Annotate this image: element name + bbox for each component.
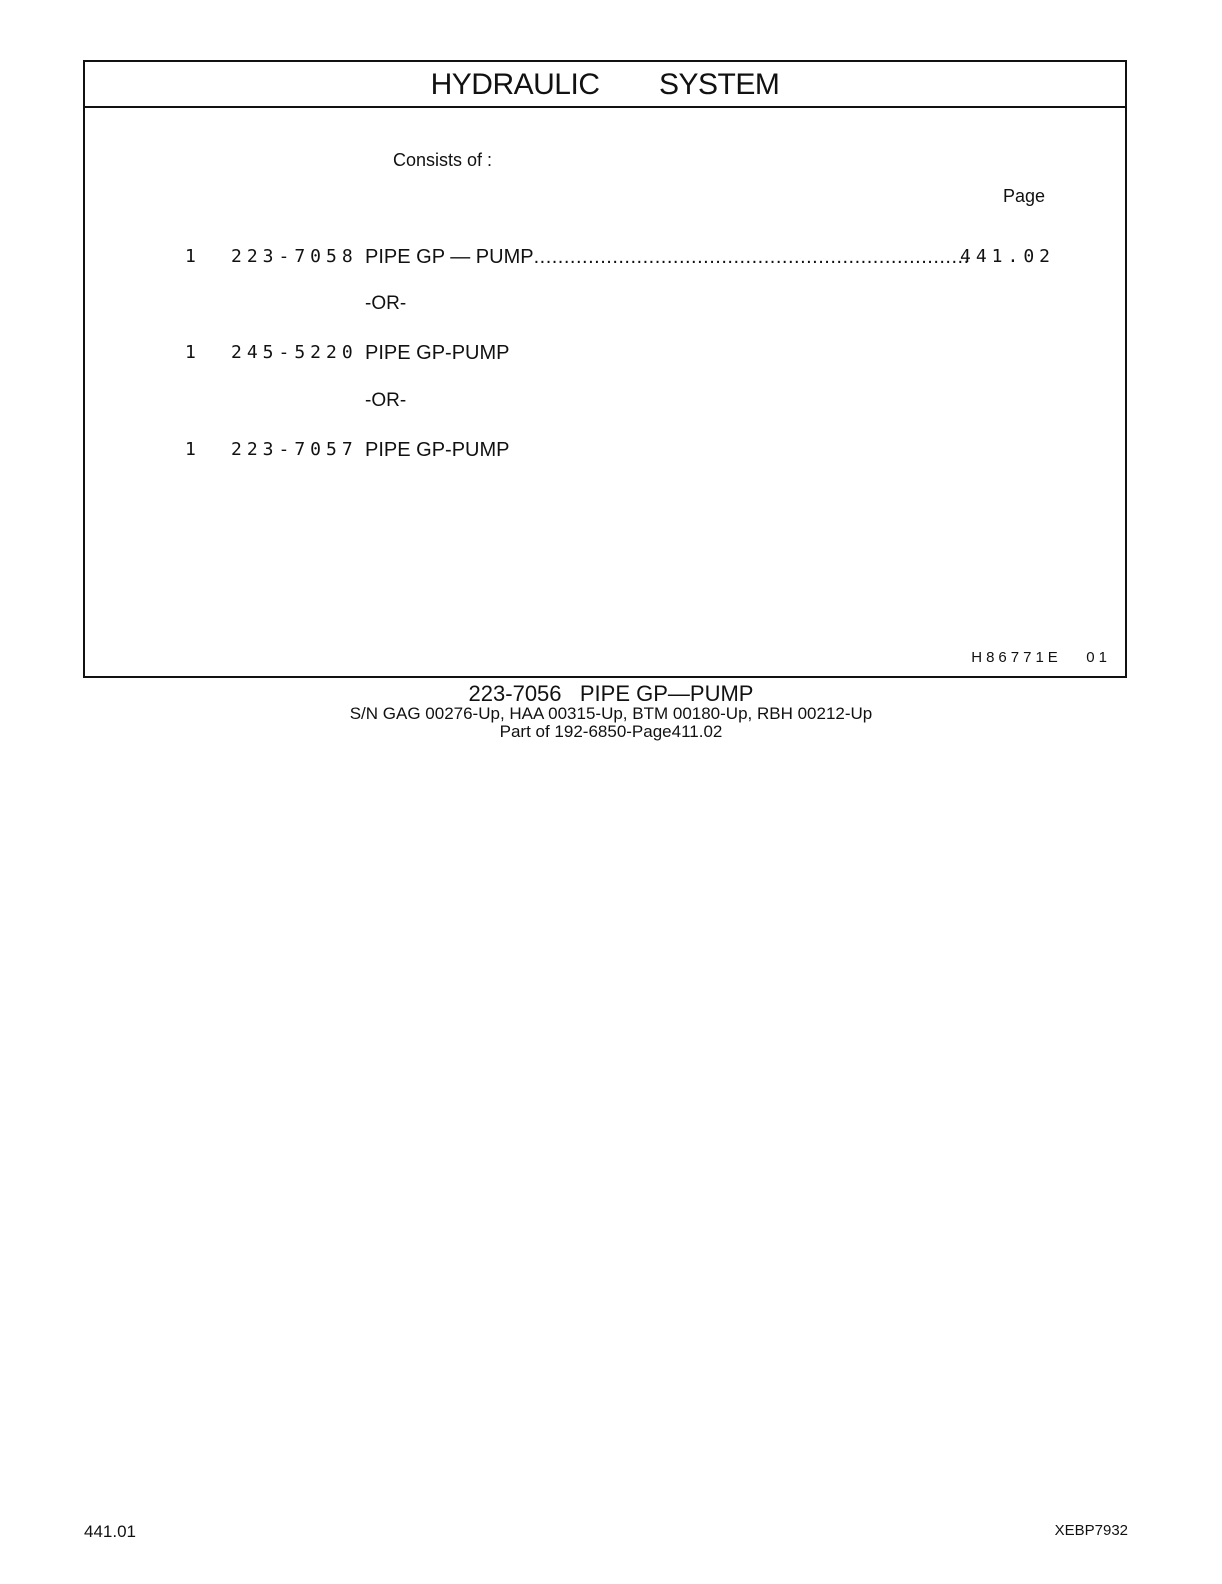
figure-reference: H86771E 01 [971,649,1111,666]
item-description: PIPE GP-PUMP [365,342,510,364]
parts-list-row [85,342,1125,368]
or-separator: -OR- [365,390,407,411]
consists-of-label: Consists of : [393,150,493,170]
item-quantity: 1 [185,342,196,363]
item-part-number: 245-5220 [231,342,358,363]
parts-list-row [85,246,1125,272]
item-part-number: 223-7058 [231,246,358,267]
page-column-header: Page [1003,186,1046,206]
illustration-frame [83,60,1127,678]
page-number: 441.01 [84,1522,136,1541]
item-part-number: 223-7057 [231,439,358,460]
document-id: XEBP7932 [1054,1522,1128,1539]
parts-list-row [85,439,1125,465]
figure-caption-title: 223-7056 PIPE GP—PUMP [468,681,754,706]
section-title: HYDRAULIC SYSTEM [85,62,1125,108]
item-quantity: 1 [185,439,196,460]
item-quantity: 1 [185,246,196,267]
item-description-text: PIPE GP — PUMP [365,246,534,268]
serial-number-range: S/N GAG 00276-Up, HAA 00315-Up, BTM 00180-Up, RBH 00212-Up [349,704,873,723]
part-of-reference: Part of 192-6850-Page411.02 [499,722,723,741]
dot-leader: ........................................................................ [533,246,970,268]
or-separator: -OR- [365,293,407,314]
item-page-reference[interactable]: 441.02 [960,246,1056,267]
item-description [365,246,970,269]
item-description: PIPE GP-PUMP [365,439,510,461]
